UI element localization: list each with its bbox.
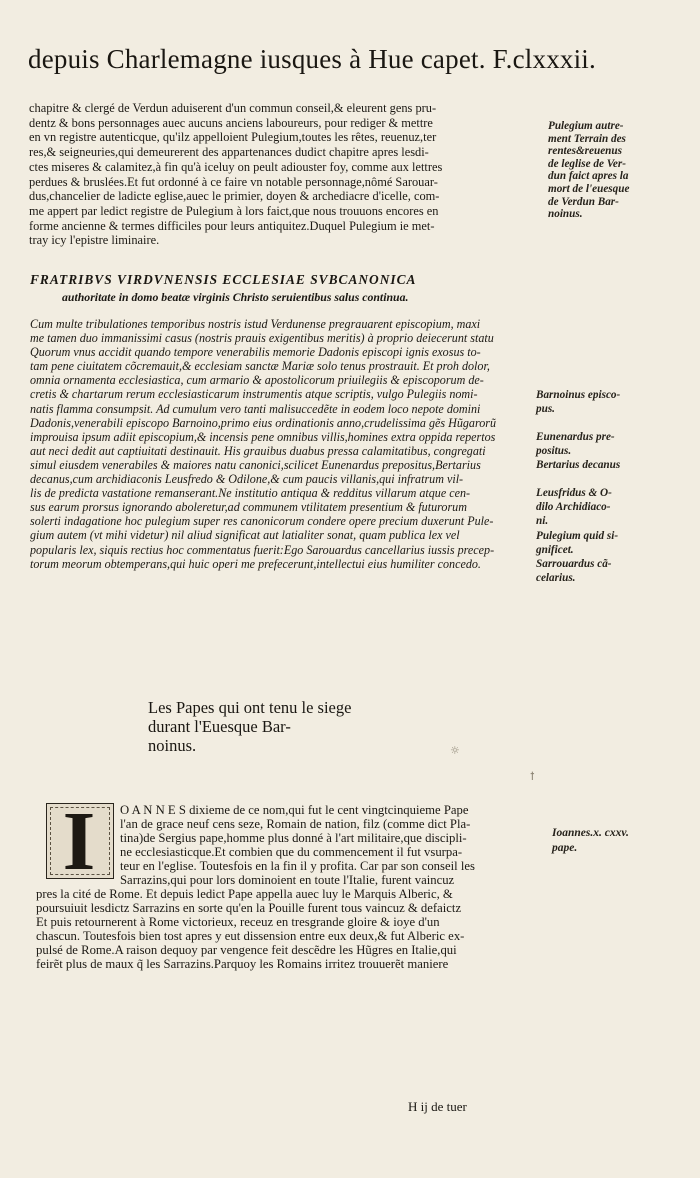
letter-line: omnia ornamenta ecclesiastica, cum armario & apostolicorum priuilegiis & episcoporum de- [30, 373, 484, 388]
main-line: l'an de grace neuf cens seze, Romain de nation, filz (comme dict Pla- [120, 817, 471, 832]
gloss-line: Barnoinus episco- [536, 388, 621, 401]
heading-line: noinus. [148, 736, 197, 755]
letter-line: natis flamma consumpsit. Ad cumulum vero tanti malisuccedẽte in eodem loco nepote domini [30, 401, 481, 416]
gloss-line: noinus. [548, 208, 583, 221]
gloss-line: Eunenardus pre- [536, 430, 615, 443]
heading-line: Les Papes qui ont tenu le siege [148, 698, 352, 717]
gloss-line: ni. [536, 515, 549, 528]
gloss-line: Leusfridus & O- [536, 487, 612, 500]
latin-letter-title: FRATRIBVS VIRDVNENSIS ECCLESIAE SVBCANONICA [30, 272, 417, 287]
catchwords: H ij de tuer [408, 1099, 467, 1114]
letter-line: aut neci dedit aut captiuitati destinauit. His grauibus duabus pressa calamitatibus, congregati [30, 443, 486, 458]
letter-line: simul eiusdem venerabiles & maiores natu canonici,scilicet Eunenardus prepositus,Bertarius [30, 457, 481, 472]
gloss-line: de leglise de Ver- [548, 157, 626, 170]
gloss-line: celarius. [536, 571, 576, 584]
main-line: chascun. Toutesfois bien tost apres y eut dissension entre eux deux,& fut Alberic ex- [36, 929, 465, 944]
gloss-line: de Verdun Bar- [548, 195, 619, 208]
main-line: poursuiuit lesdictz Sarrazins en sorte qu'en la Pouille furent tous vaincuz & defaictz [36, 901, 462, 916]
letter-line: solerti indagatione hoc pulegium super res canonicorum condere opere precium duxerunt Pule- [30, 514, 494, 529]
letter-line: gium autem (vt mihi videtur) nil aliud significat aut latialiter sonat, quam publica lex vel [30, 528, 460, 543]
main-marginal-gloss [552, 826, 692, 856]
letter-line: me tamen duo immanissimi casus (nostris prauis exigentibus meritis) à proprio deiecerunt statu [30, 331, 494, 346]
letter-line: Cum multe tribulationes temporibus nostris istud Verdunense pregrauarent episcopium, maxi [30, 317, 481, 331]
letter-line: tam pene ciuitatem cõcremauit,& ecclesiam sanctæ Mariæ solo tenus prostrauit. Et proh dolor, [30, 359, 490, 374]
intro-paragraph [29, 101, 541, 248]
main-line: O A N N E S dixieme de ce nom,qui fut le cent vingtcinquieme Pape [120, 803, 469, 817]
gloss-line: Bertarius decanus [536, 459, 621, 471]
main-line: pres la cité de Rome. Et depuis ledict Pape appella auec luy le Marquis Alberic, & [36, 887, 453, 901]
letter-line: popularis lex, siquis rectius hoc commentatus fuerit:Ego Sarouardus cancellarius iussis precep- [30, 542, 495, 557]
letter-line: cretis & chartarum rerum ecclesiasticarum instrumentis atque scriptis, vulgo Pulegiis nomi- [30, 387, 478, 402]
gloss-line: dun faict apres la [548, 170, 629, 183]
letter-line: sus earum prorsus ignorando aboleretur,ad communem vtilitatem presentium & futurorum [30, 500, 467, 515]
gloss-line: pape. [552, 842, 578, 854]
gloss-line: ment Terrain des [548, 132, 626, 145]
gloss-line: mort de l'euesque [548, 182, 630, 195]
intro-line: res,& seigneuries,qui demeurerent des appartenances dudict chapitre apres lesdi- [29, 145, 429, 160]
latin-letter-body [30, 317, 530, 571]
dropcap-letter: I [62, 803, 96, 879]
gloss-line: Sarrouardus cã- [536, 557, 612, 570]
main-line: tina)de Sergius pape,homme plus donné à l'art militaire,que discipli- [120, 831, 467, 846]
intro-line: chapitre & clergé de Verdun aduiserent d'un commun conseil,& eleurent gens pru- [29, 101, 437, 115]
gloss-line: rentes&reuenus [548, 145, 622, 158]
gloss-line: Pulegium quid si- [536, 529, 619, 542]
main-line: Et puis retournerent à Rome victorieux, receuz en tresgrande gloire & ioye d'un [36, 915, 440, 930]
main-line: pulsé de Rome.A raison dequoy par vengence feit descẽdre les Hũgres en Italie,qui [36, 943, 457, 958]
heading-line: durant l'Euesque Bar- [148, 717, 291, 736]
letter-line: lis de predicta vastatione remanserant.Ne institutio antiqua & redditus villarum atque cen- [30, 486, 471, 501]
section-heading [148, 698, 351, 755]
letter-line: Quorum vnus accidit quando tempore venerabilis memorie Dadonis episcopi ignis exosus to- [30, 345, 481, 360]
gloss-line: Pulegium autre- [548, 120, 624, 132]
main-line: ne ecclesiasticque.Et combien que du commencement il fut vsurpa- [120, 845, 463, 860]
gloss-line: dilo Archidiaco- [536, 501, 611, 514]
intro-line: en vn registre autenticque, qu'ilz appelloient Pulegium,toutes les rêtes, reuenuz,ter [29, 130, 437, 145]
ornamental-dropcap [46, 803, 114, 879]
main-paragraph [36, 887, 550, 972]
paper-blemish: ꝉ [530, 770, 535, 783]
letter-line: improuisa ipsum adiit episcopium,& incensis pene omnibus villis,homines extra oppida repertos [30, 429, 496, 444]
main-paragraph-indented [120, 803, 548, 888]
gloss-line: positus. [536, 444, 572, 457]
paper-blemish-2: ☼ [450, 744, 460, 757]
intro-line: forme ancienne & termes difficiles pour leurs antiquitez.Duquel Pulegium ie met- [29, 218, 435, 233]
intro-line: me appert par ledict registre de Pulegium à lors faict,que nous trouuons encores en [29, 203, 439, 218]
letter-line: decanus,cum archidiaconis Leusfredo & Odilone,& cum paucis villanis,qui infratrum vil- [30, 472, 464, 487]
gloss-line: gnificet. [536, 543, 574, 556]
gloss-line: Ioannes.x. cxxv. [552, 827, 629, 839]
gloss-line: pus. [536, 402, 555, 415]
intro-line: dus,chancelier de ladicte eglise,auec le primier, doyen & archediacre d'icelle, com- [29, 189, 440, 204]
main-line: Sarrazins,qui pour lors dominoient en toute l'Italie, furent vaincuz [120, 873, 455, 888]
latin-letter-subtitle: authoritate in domo beatæ virginis Christo seruientibus salus continua. [62, 290, 409, 304]
main-line: teur en l'eglise. Toutesfois en la fin il y profita. Car par son conseil les [120, 859, 475, 874]
running-header: depuis Charlemagne iusques à Hue capet. F.clxxxii. [28, 44, 596, 74]
intro-marginal-gloss [548, 120, 688, 221]
intro-line: ctes miseres & calamitez,à fin qu'à iceluy on peult adiouster foy, comme aux lettres [29, 159, 443, 174]
letter-line: Dadonis,venerabili episcopo Barnoino,primo eius ordinationis anno,crudelissima gẽs Hũgarorũ [30, 415, 497, 430]
intro-line: dentz & bons personnages auec aucuns anciens laboureurs, pour rediger & mettre [29, 115, 433, 130]
intro-line: tray icy l'epistre liminaire. [29, 233, 160, 248]
intro-line: perdues & bruslées.Et fut ordonné à ce faire vn notable personnage,nômé Sarouar- [29, 174, 438, 189]
letter-line: torum meorum obtemperans,qui huic operi me prefecerunt,intellectui eius humiliter concedo. [30, 556, 481, 571]
main-line: feirẽt plus de maux q̃ les Sarrazins.Parquoy les Romains irritez trouuerẽt maniere [36, 957, 449, 972]
